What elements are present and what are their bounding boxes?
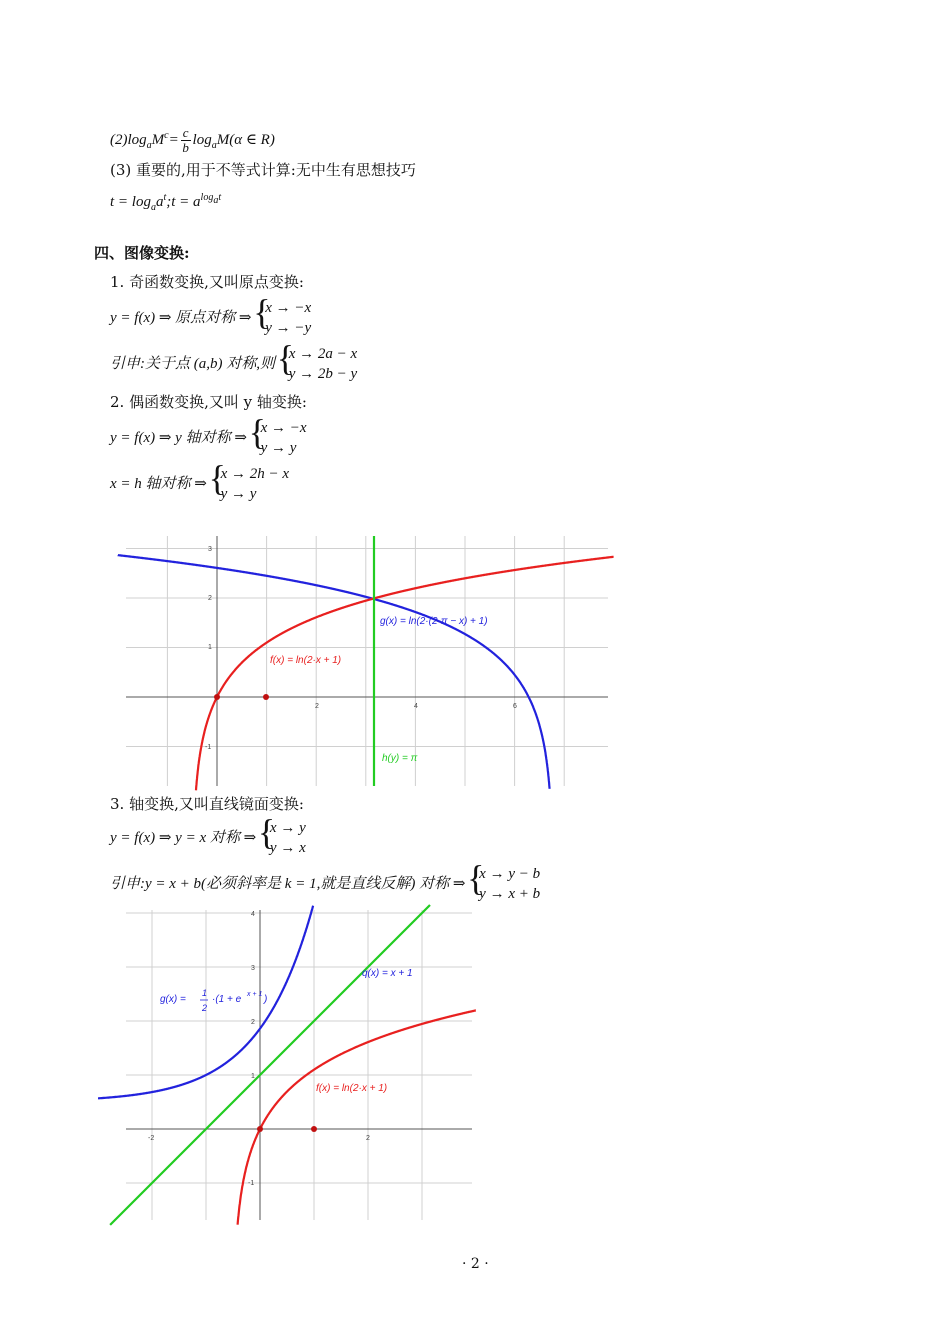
graph-1 <box>126 536 608 786</box>
formula-3-text: (3) 重要的,用于不等式计算:无中生有思想技巧 <box>110 161 416 179</box>
graph-2-point-origin <box>257 1126 263 1132</box>
graph-2-ytick-2: 2 <box>251 1019 255 1026</box>
svg-text:x + 1: x + 1 <box>247 991 263 998</box>
graph-2 <box>126 910 472 1220</box>
svg-text:·(1 + e: ·(1 + e <box>212 994 242 1005</box>
graph-1-point-origin <box>214 694 220 700</box>
graph-1-ytick-3: 3 <box>208 546 212 553</box>
item-2-line-1: y = f(x) ⇒ y 轴对称 ⇒ { x → −x y → y <box>110 412 307 456</box>
svg-text:2: 2 <box>202 1003 208 1013</box>
item-1-line-2: 引申:关于点 (a,b) 对称,则 { x → 2a − x y → 2b − y <box>110 338 358 382</box>
graph-2-grid <box>126 910 472 1220</box>
graph-2-curve-f <box>238 1010 476 1224</box>
item-3-title: 3. 轴变换,又叫直线镜面变换: <box>110 795 304 813</box>
graph-2-label-g <box>160 988 267 1013</box>
formula-3-expression: $t = \log_aa^t;t = a^{log_at}$ <box>110 192 222 213</box>
graph-1-grid <box>126 536 608 786</box>
graph-2-label-f: f(x) = ln(2·x + 1) <box>316 1083 388 1094</box>
item-1-line-1: y = f(x) ⇒ 原点对称 ⇒ { x → −x y → −y <box>110 292 312 336</box>
page-number: · 2 · <box>462 1256 489 1272</box>
graph-2-ytick-neg1: -1 <box>248 1180 255 1187</box>
item-3-line-1: y = f(x) ⇒ y = x 对称 ⇒ { x → y y → x <box>110 812 306 856</box>
svg-text:g(x) =: g(x) = <box>160 994 186 1005</box>
graph-1-ytick-neg1: -1 <box>205 744 212 751</box>
graph-2-ytick-3: 3 <box>251 965 255 972</box>
item-2-line-2: x = h 轴对称 ⇒ { x → 2h − x y → y <box>110 458 290 502</box>
graph-2-line-q <box>110 905 430 1225</box>
item-2-title: 2. 偶函数变换,又叫 y 轴变换: <box>110 393 307 411</box>
graph-1-xtick-2: 2 <box>315 703 319 710</box>
svg-text:): ) <box>264 994 268 1005</box>
graph-1-curve-g <box>118 555 550 789</box>
graph-2-xtick-2: 2 <box>366 1135 370 1142</box>
section-heading: 四、图像变换: <box>94 244 190 262</box>
formula-2: $(2)\log_aM^c=$ $\frac{c}{b}$ $\log_aM(\alpha$ ∈ R) <box>110 125 275 156</box>
graph-2-point-1-0 <box>311 1126 317 1132</box>
graph-1-ytick-1: 1 <box>208 644 212 651</box>
fraction-c-over-b: $\frac{c}{b}$ <box>182 125 189 156</box>
item-1-title: 1. 奇函数变换,又叫原点变换: <box>110 273 304 291</box>
graph-2-ytick-1: 1 <box>251 1073 255 1080</box>
svg-text:1: 1 <box>202 988 208 998</box>
item-3-line-2: 引申:y = x + b(必须斜率是 k = 1,就是直线反解) 对称 ⇒ { x → y − b y → x + b <box>110 858 541 902</box>
graph-2-label-q: q(x) = x + 1 <box>362 968 413 979</box>
graph-1-xtick-6: 6 <box>513 703 517 710</box>
graph-1-point-1-0 <box>263 694 269 700</box>
graph-1-ytick-2: 2 <box>208 595 212 602</box>
graph-2-xtick-neg2: -2 <box>148 1135 155 1142</box>
graph-2-ytick-4: 4 <box>251 911 255 918</box>
graph-1-label-g: g(x) = ln(2·(2·π − x) + 1) <box>380 616 488 627</box>
graph-1-label-f: f(x) = ln(2·x + 1) <box>270 655 342 666</box>
graph-1-xtick-4: 4 <box>414 703 418 710</box>
graph-1-label-h: h(y) = π <box>382 753 418 764</box>
